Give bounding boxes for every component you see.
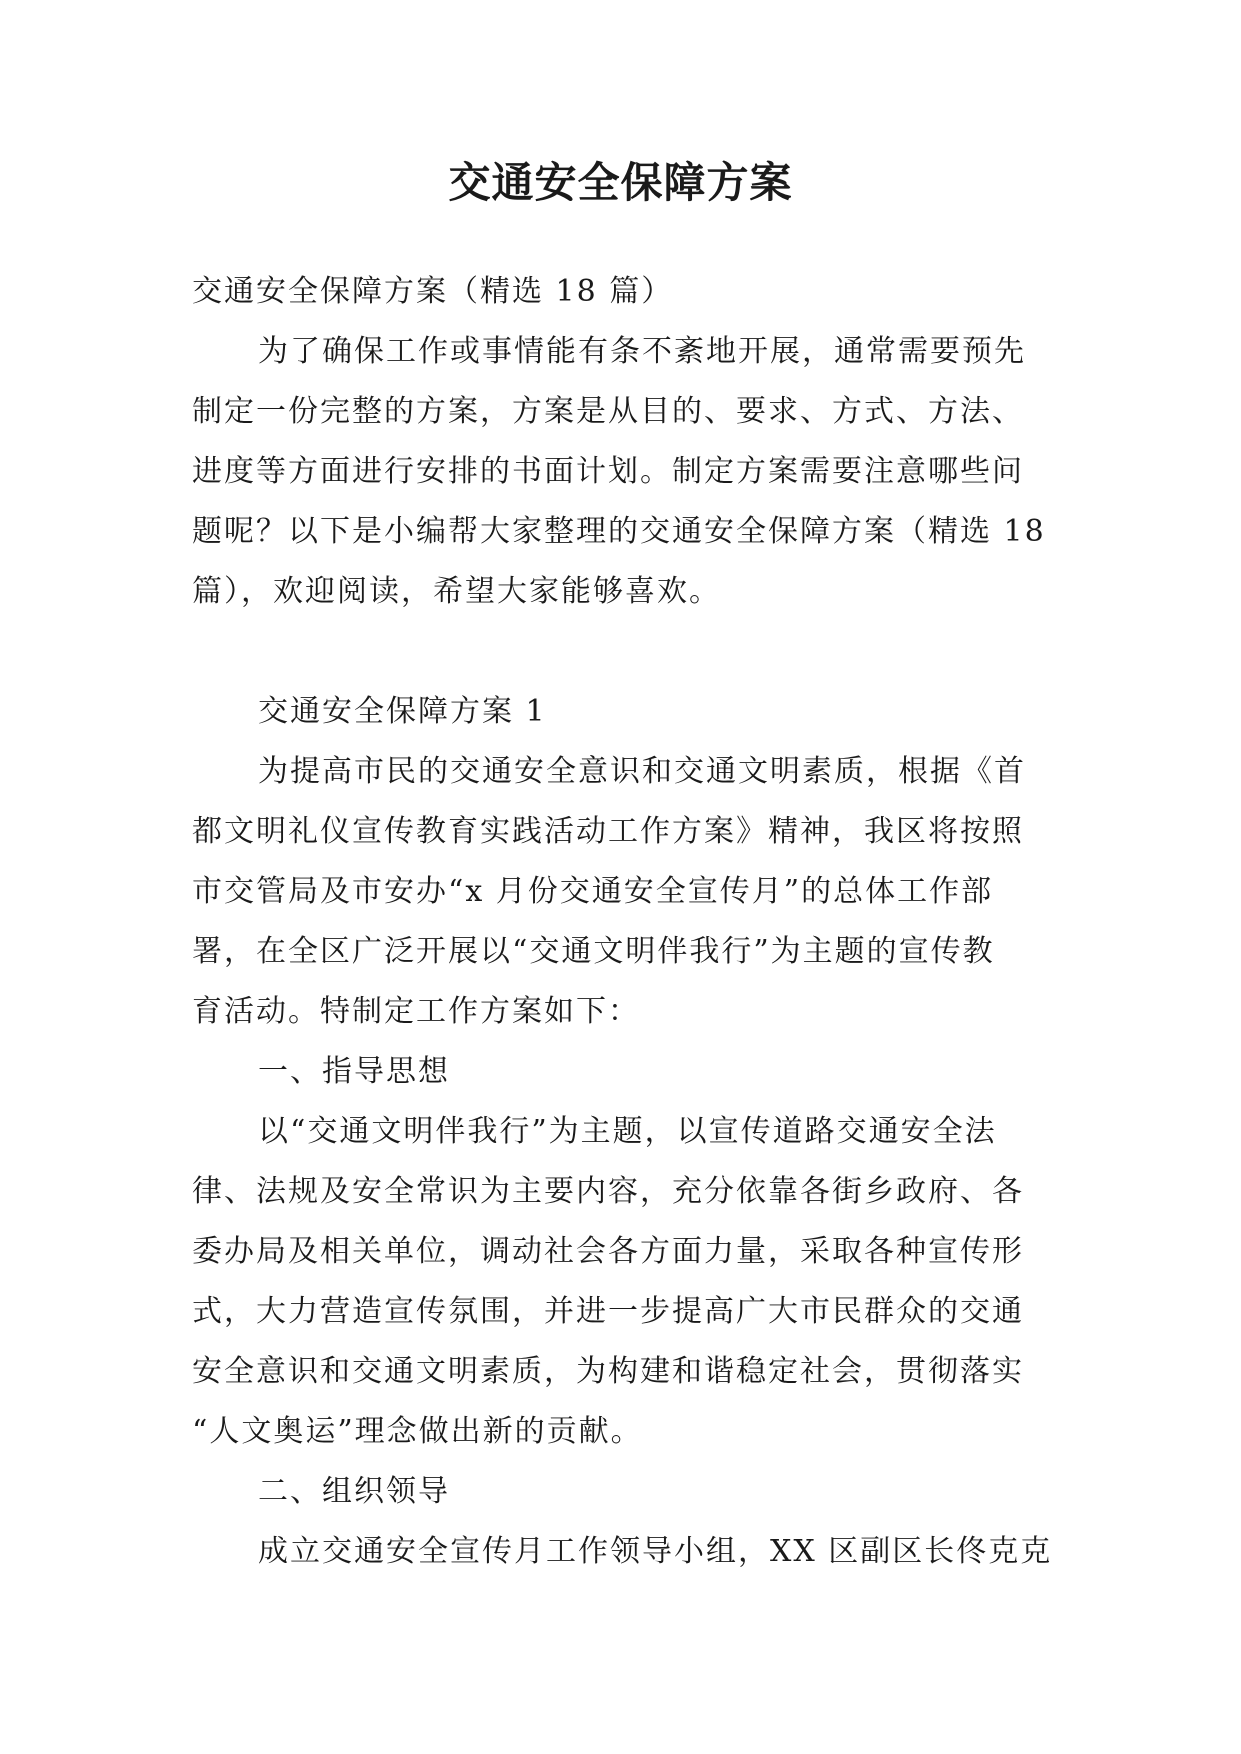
text-line: 一、指导思想 [258, 1054, 450, 1089]
text-line: 为提高市民的交通安全意识和交通文明素质，根据《首 [258, 754, 1026, 789]
blank-line [192, 622, 1062, 682]
text-line: 市交管局及市安办“x 月份交通安全宣传月”的总体工作部 [192, 874, 994, 909]
text-line: 交通安全保障方案 1 [258, 694, 547, 729]
text-line: 二、组织领导 [258, 1474, 450, 1509]
text-line: 篇），欢迎阅读，希望大家能够喜欢。 [192, 574, 721, 609]
text-line: 律、法规及安全常识为主要内容，充分依靠各街乡政府、各 [192, 1174, 1024, 1209]
text-line: 交通安全保障方案（精选 18 篇） [192, 274, 674, 309]
text-line: 委办局及相关单位，调动社会各方面力量，采取各种宣传形 [192, 1234, 1024, 1269]
text-line: 以“交通文明伴我行”为主题，以宣传道路交通安全法 [258, 1114, 997, 1149]
text-line: 都文明礼仪宣传教育实践活动工作方案》精神，我区将按照 [192, 814, 1024, 849]
text-line: “人文奥运”理念做出新的贡献。 [192, 1414, 643, 1449]
document-body [192, 262, 1062, 1582]
text-line: 成立交通安全宣传月工作领导小组，XX 区副区长佟克克 [258, 1534, 1053, 1569]
document-title: 交通安全保障方案 [448, 158, 793, 207]
text-line: 制定一份完整的方案，方案是从目的、要求、方式、方法、 [192, 394, 1024, 429]
text-line: 题呢？以下是小编帮大家整理的交通安全保障方案（精选 18 [192, 514, 1046, 549]
text-line: 育活动。特制定工作方案如下： [192, 994, 640, 1029]
text-line: 署，在全区广泛开展以“交通文明伴我行”为主题的宣传教 [192, 934, 995, 969]
text-line: 式，大力营造宣传氛围，并进一步提高广大市民群众的交通 [192, 1294, 1024, 1329]
text-line: 为了确保工作或事情能有条不紊地开展，通常需要预先 [258, 334, 1026, 369]
text-line: 安全意识和交通文明素质，为构建和谐稳定社会，贯彻落实 [192, 1354, 1024, 1389]
text-line: 进度等方面进行安排的书面计划。制定方案需要注意哪些问 [192, 454, 1024, 489]
